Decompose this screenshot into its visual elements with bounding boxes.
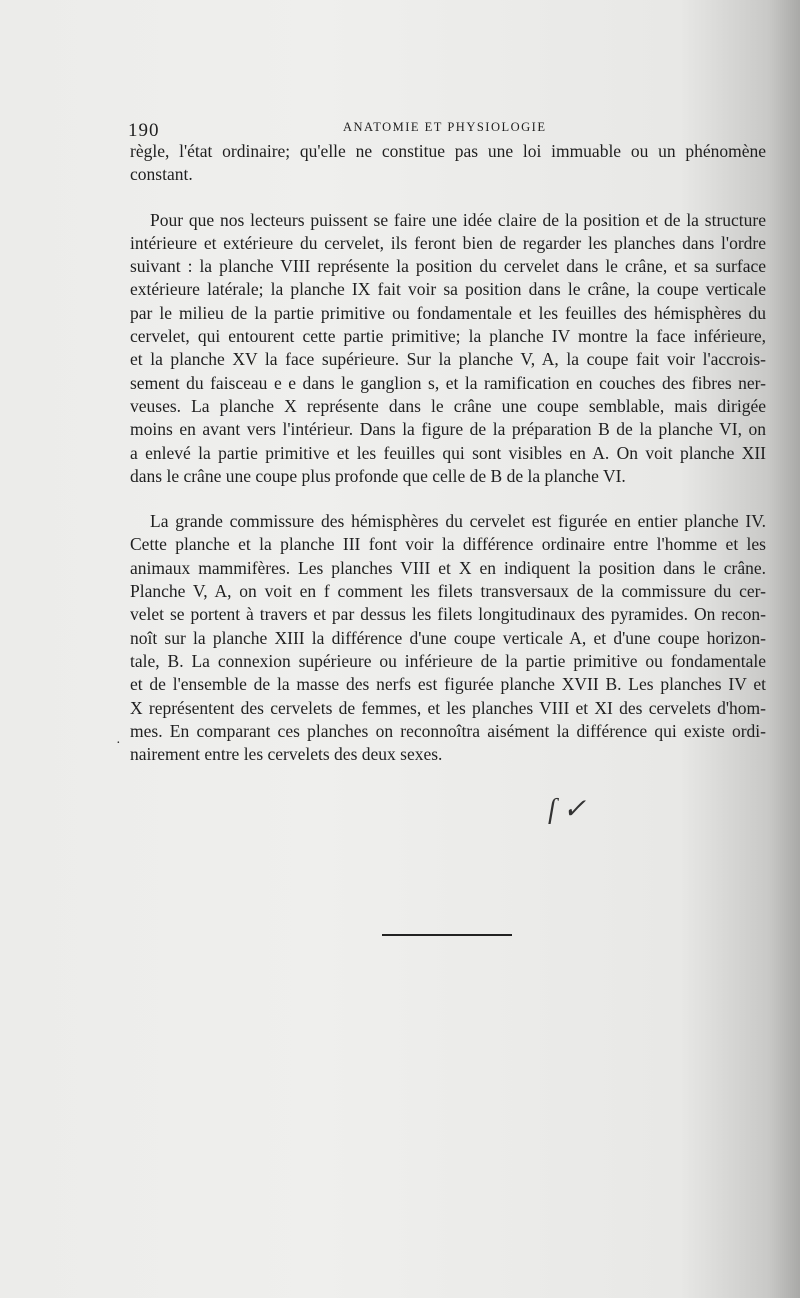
text-line: cervelet, qui entourent cette partie primitive; la planche IV montre la face inférieure, bbox=[130, 326, 766, 347]
text-line: et la planche XV la face supérieure. Sur la planche V, A, la coupe fait voir l'accrois- bbox=[130, 349, 766, 370]
text-line: règle, l'état ordinaire; qu'elle ne constitue pas une loi immuable ou un phénomène bbox=[130, 141, 766, 161]
text-line: La grande commissure des hémisphères du cervelet est figurée en entier planche IV. bbox=[150, 511, 766, 532]
page-number: 190 bbox=[128, 120, 160, 141]
ink-mark: ſ ✓ bbox=[548, 794, 587, 825]
text-line: Pour que nos lecteurs puissent se faire une idée claire de la position et de la structure bbox=[150, 209, 766, 230]
text-line: intérieure et extérieure du cervelet, ils feront bien de regarder les planches dans l'ordre bbox=[130, 232, 766, 253]
text-line: Cette planche et la planche III font voir la différence ordinaire entre l'homme et les bbox=[130, 534, 766, 555]
running-title: ANATOMIE ET PHYSIOLOGIE bbox=[343, 120, 547, 134]
text-line: X représentent des cervelets de femmes, et les planches VIII et XI des cervelets d'hom- bbox=[130, 697, 766, 718]
text-line: moins en avant vers l'intérieur. Dans la figure de la préparation B de la planche VI, on bbox=[130, 419, 766, 440]
text-line: mes. En comparant ces planches on reconnoîtra aisément la différence qui existe ordi- bbox=[130, 720, 766, 741]
text-line: sement du faisceau e e dans le ganglion s, et la ramification en couches des fibres ner- bbox=[130, 372, 766, 393]
text-line: par le milieu de la partie primitive ou fondamentale et les feuilles des hémisphères du bbox=[130, 302, 766, 323]
margin-mark: · bbox=[116, 736, 121, 751]
paragraph-2 bbox=[130, 209, 766, 489]
text-line: dans le crâne une coupe plus profonde que celle de B de la planche VI. bbox=[130, 465, 626, 486]
text-line: constant. bbox=[130, 164, 193, 185]
text-line: a enlevé la partie primitive et les feuilles qui sont visibles en A. On voit planche XII bbox=[130, 442, 766, 463]
text-line: Planche V, A, on voit en f comment les filets transversaux de la commissure du cer- bbox=[130, 581, 766, 602]
end-rule bbox=[382, 934, 512, 936]
text-line: et de l'ensemble de la masse des nerfs est figurée planche XVII B. Les planches IV et bbox=[130, 674, 766, 695]
text-line: extérieure latérale; la planche IX fait voir sa position dans le crâne, la coupe verticale bbox=[130, 279, 766, 300]
text-line: veuses. La planche X représente dans le crâne une coupe semblable, mais dirigée bbox=[130, 395, 766, 416]
paragraph-3 bbox=[130, 510, 766, 766]
text-line: nairement entre les cervelets des deux sexes. bbox=[130, 744, 443, 765]
text-line: velet se portent à travers et par dessus les filets longitudinaux des pyramides. On recon- bbox=[130, 604, 766, 625]
body-text bbox=[130, 140, 766, 766]
text-line: tale, B. La connexion supérieure ou inférieure de la partie primitive ou fondamentale bbox=[130, 650, 766, 671]
page-header bbox=[128, 118, 768, 141]
text-line: suivant : la planche VIII représente la position du cervelet dans le crâne, et sa surface bbox=[130, 256, 766, 277]
text-line: noît sur la planche XIII la différence d'une coupe verticale A, et d'une coupe horizon- bbox=[130, 627, 766, 648]
paragraph-1 bbox=[130, 140, 766, 187]
text-line: animaux mammifères. Les planches VIII et X en indiquent la position dans le crâne. bbox=[130, 557, 766, 578]
